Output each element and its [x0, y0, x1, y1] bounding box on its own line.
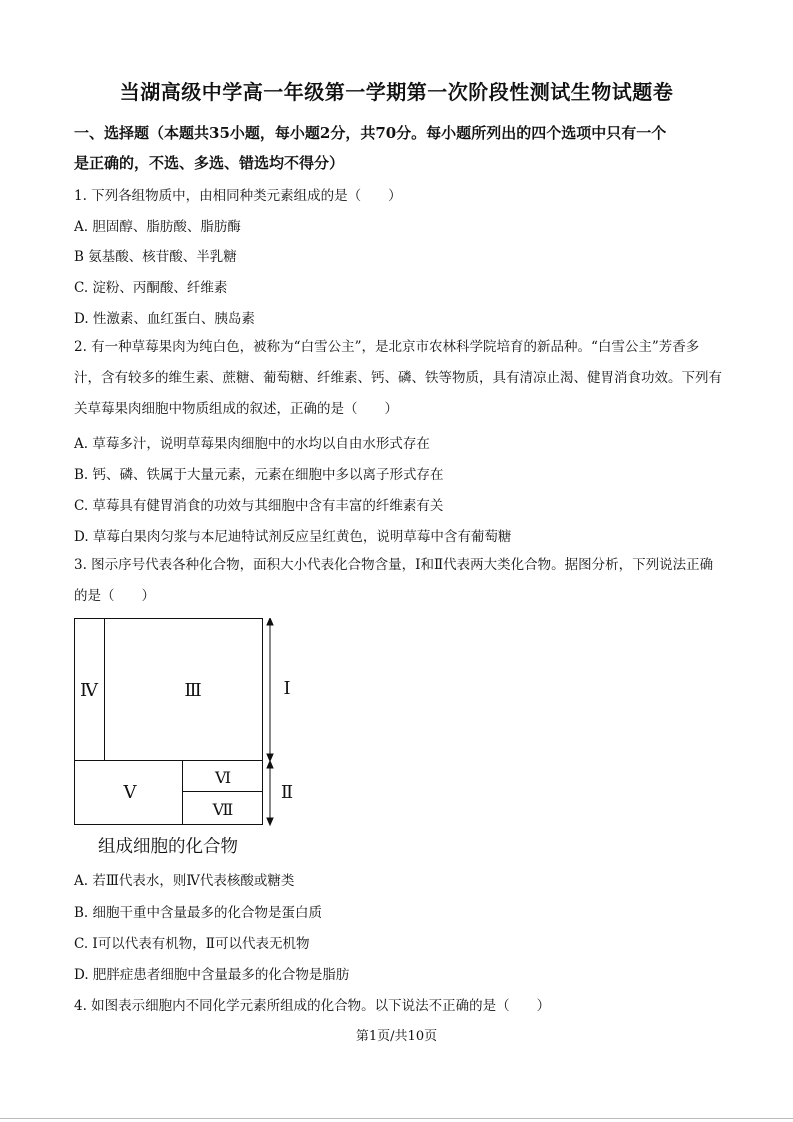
- q3-option-a: A. 若Ⅲ代表水，则Ⅳ代表核酸或糖类: [74, 873, 295, 889]
- q4-stem: 4. 如图表示细胞内不同化学元素所组成的化合物。以下说法不正确的是（ ）: [74, 998, 551, 1014]
- q1-option-a: A. 胆固醇、脂肪酸、脂肪酶: [74, 219, 241, 235]
- q2-option-a: A. 草莓多汁，说明草莓果肉细胞中的水均以自由水形式存在: [74, 436, 430, 452]
- bracket-i-arrow-top: [267, 618, 273, 625]
- label-iii: Ⅲ: [184, 680, 202, 701]
- q1-option-d: D. 性激素、血红蛋白、胰岛素: [74, 311, 255, 327]
- q2-option-d: D. 草莓白果肉匀浆与本尼迪特试剂反应呈红黄色，说明草莓中含有葡萄糖: [74, 529, 512, 545]
- q3-option-c: C. Ⅰ可以代表有机物，Ⅱ可以代表无机物: [74, 936, 310, 952]
- label-ii: Ⅱ: [280, 782, 294, 803]
- section-heading-line2: 是正确的，不选、多选、错选均不得分）: [74, 154, 345, 172]
- q1-option-c: C. 淀粉、丙酮酸、纤维素: [74, 280, 228, 296]
- q3-option-d: D. 肥胖症患者细胞中含量最多的化合物是脂肪: [74, 967, 350, 983]
- q3-option-b: B. 细胞干重中含量最多的化合物是蛋白质: [74, 905, 323, 921]
- label-iv: Ⅳ: [80, 680, 98, 701]
- q2-option-b: B. 钙、磷、铁属于大量元素，元素在细胞中多以离子形式存在: [74, 467, 444, 483]
- q2-option-c: C. 草莓具有健胃消食的功效与其细胞中含有丰富的纤维素有关: [74, 498, 444, 514]
- bracket-ii-arrow-bottom: [267, 818, 273, 825]
- section-heading-line1: 一、选择题（本题共35小题，每小题2分，共70分。每小题所列出的四个选项中只有一个: [74, 124, 667, 142]
- exam-title: 当湖高级中学高一年级第一学期第一次阶段性测试生物试题卷: [119, 80, 674, 104]
- q2-stem: 2. 有一种草莓果肉为纯白色，被称为“白雪公主”，是北京市农林科学院培育的新品种。“白雪公主”芳香多汁，含有较多的维生素、蔗糖、葡萄糖、纤维素、钙、磷、铁等物质，具有清凉止渴、健胃消食功效。下列有关草莓果肉细胞中物质组成的叙述，正确的是（ ）: [74, 339, 722, 417]
- page-footer: 第1页/共10页: [355, 1029, 438, 1044]
- label-vii: Ⅶ: [212, 800, 234, 819]
- label-i: Ⅰ: [283, 678, 291, 699]
- q3-stem: 3. 图示序号代表各种化合物，面积大小代表化合物含量，Ⅰ和Ⅱ代表两大类化合物。据图分析，下列说法正确的是（ ）: [74, 557, 714, 604]
- q1-option-b: B 氨基酸、核苷酸、半乳糖: [74, 249, 237, 265]
- q1-stem: 1. 下列各组物质中，由相同种类元素组成的是（ ）: [74, 188, 402, 204]
- compound-area-diagram: [74, 618, 294, 828]
- label-v: Ⅴ: [123, 782, 137, 803]
- figure-caption: 组成细胞的化合物: [98, 837, 238, 857]
- label-vi: Ⅵ: [214, 768, 232, 787]
- bottom-divider: [0, 1118, 793, 1119]
- bracket-ii-arrow-top: [267, 761, 273, 768]
